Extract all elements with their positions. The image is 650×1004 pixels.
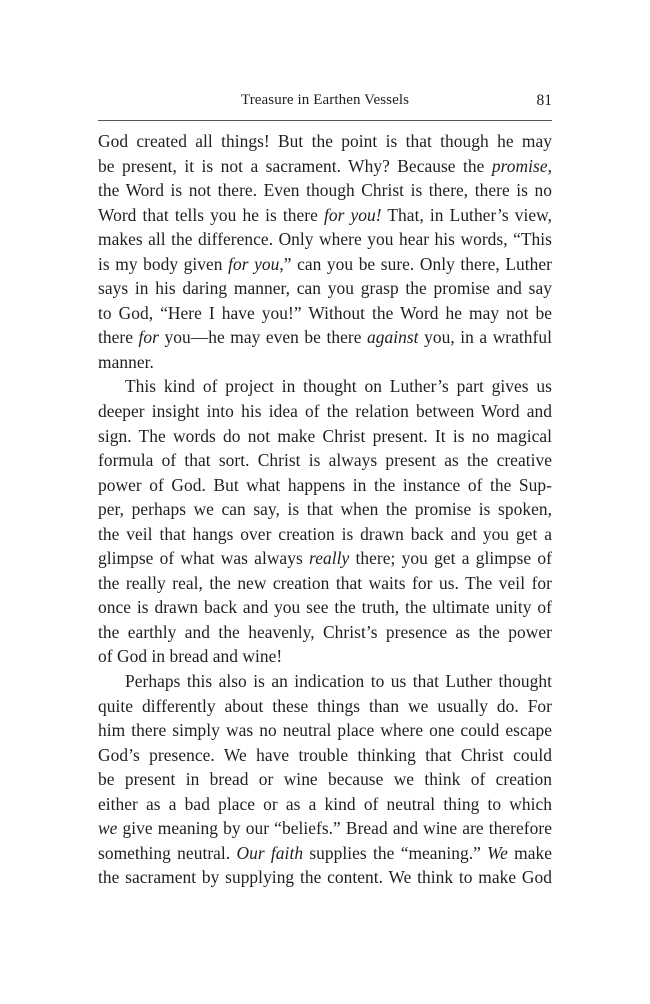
text-line: God created all things! But the point is that though he may	[98, 131, 552, 151]
running-head	[98, 92, 552, 114]
text-line: we give meaning by our “beliefs.” Bread and wine are therefore	[98, 818, 552, 839]
header-rule	[98, 120, 552, 121]
page-number: 81	[536, 92, 552, 109]
body-text	[98, 129, 552, 890]
text-line: to God, “Here I have you!” Without the Word he may not be	[98, 302, 552, 323]
text-line: manner.	[98, 351, 154, 372]
italic-text: promise	[491, 155, 548, 176]
text-line: deeper insight into his idea of the relation between Word and	[98, 401, 552, 422]
text-line: says in his daring manner, can you grasp the promise and say	[98, 278, 552, 299]
text-line: the sacrament by supplying the content. We think to make God	[98, 867, 552, 888]
italic-text: Our faith	[236, 842, 304, 863]
running-title: Treasure in Earthen Vessels	[240, 92, 410, 108]
text-line: sign. The words do not make Christ present. It is no magical	[98, 425, 552, 446]
text-line: the veil that hangs over creation is drawn back and you get a	[98, 523, 552, 544]
text-line: once is drawn back and you see the truth, the ultimate unity of	[98, 597, 552, 618]
text-line: be present, it is not a sacrament. Why? Because the promise,	[98, 155, 552, 176]
text-line: God’s presence. We have trouble thinking that Christ could	[98, 744, 552, 765]
text-line: something neutral. Our faith supplies the “meaning.” We make	[98, 842, 552, 863]
text-line: This kind of project in thought on Luther’s part gives us	[125, 376, 552, 397]
text-line: glimpse of what was always really there; you get a glimpse of	[98, 548, 552, 569]
text-line: quite differently about these things than we usually do. For	[98, 695, 552, 716]
text-line: there for you—he may even be there against you, in a wrathful	[98, 327, 553, 348]
text-line: formula of that sort. Christ is always present as the creative	[98, 450, 552, 471]
text-line: power of God. But what happens in the instance of the Sup-	[98, 474, 552, 495]
text-line: the earthly and the heavenly, Christ’s presence as the power	[98, 621, 552, 642]
text-line: Word that tells you he is there for you! That, in Luther’s view,	[98, 204, 552, 225]
italic-text: for	[138, 327, 159, 348]
text-line: either as a bad place or as a kind of neutral thing to which	[98, 793, 552, 814]
italic-text: really	[309, 548, 350, 569]
text-line: makes all the difference. Only where you hear his words, “This	[98, 229, 552, 250]
text-line: per, perhaps we can say, is that when the promise is spoken,	[98, 499, 552, 520]
italic-text: for you!	[323, 204, 382, 225]
text-line: of God in bread and wine!	[98, 646, 283, 667]
italic-text: We	[487, 842, 508, 863]
text-line: the really real, the new creation that waits for us. The veil for	[98, 572, 552, 593]
italic-text: for you	[228, 253, 280, 274]
italic-text: against	[367, 327, 419, 348]
text-line: the Word is not there. Even though Christ is there, there is no	[98, 180, 552, 201]
text-line: Perhaps this also is an indication to us that Luther thought	[125, 671, 552, 692]
italic-text: we	[98, 818, 118, 839]
text-line: him there simply was no neutral place where one could escape	[98, 720, 552, 741]
text-line: be present in bread or wine because we think of creation	[98, 769, 552, 790]
text-line: is my body given for you,” can you be sure. Only there, Luther	[98, 253, 553, 274]
